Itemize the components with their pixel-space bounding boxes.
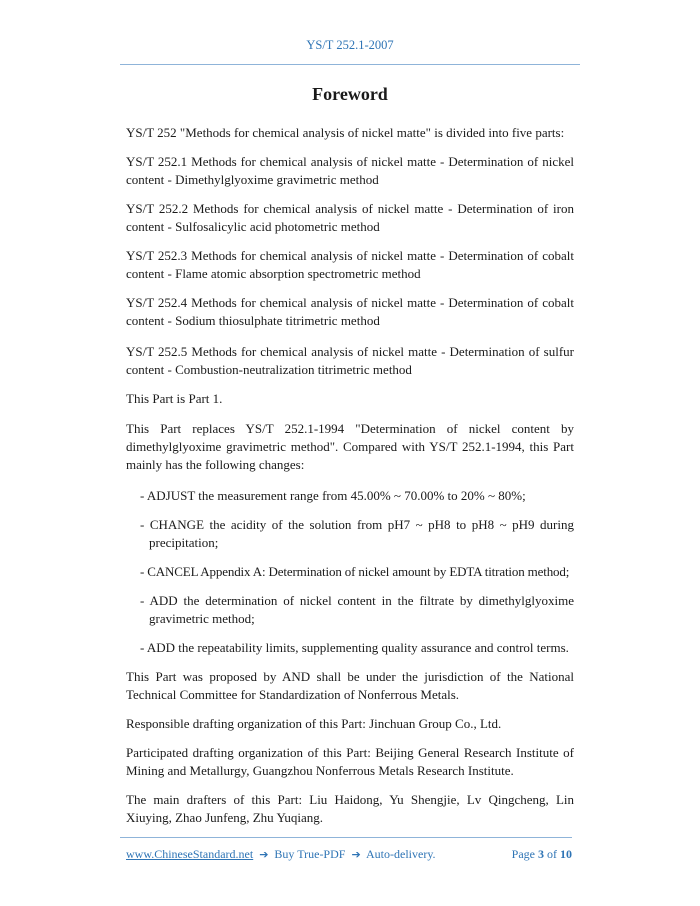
replaces-paragraph: This Part replaces YS/T 252.1-1994 "Determination of nickel content by dimethylglyoxime gravimetric method". Compared with YS/T 252.1-1994, this Part mainly has the following changes:: [126, 421, 574, 472]
page-current-number: 3: [538, 847, 544, 861]
page-title: Foreword: [312, 84, 388, 104]
change-item-change: - CHANGE the acidity of the solution from pH7 ~ pH8 to pH8 ~ pH9 during precipitation;: [140, 517, 574, 550]
arrow-right-icon: ➔: [351, 848, 361, 861]
page-of-label: of: [547, 847, 557, 861]
footer-promo: [126, 847, 436, 862]
site-link[interactable]: www.ChineseStandard.net: [126, 847, 254, 861]
part-5-paragraph: YS/T 252.5 Methods for chemical analysis of nickel matte - Determination of sulfur content - Combustion-neutralization titrimetric method: [126, 344, 574, 377]
part-2-paragraph: YS/T 252.2 Methods for chemical analysis of nickel matte - Determination of iron content - Sulfosalicylic acid photometric method: [126, 201, 574, 234]
page-total-number: 10: [560, 847, 572, 861]
change-item-cancel: - CANCEL Appendix A: Determination of nickel amount by EDTA titration method;: [140, 564, 570, 579]
page-label: Page: [511, 847, 535, 861]
footer-divider: [120, 837, 572, 838]
change-item-add-filtrate: - ADD the determination of nickel content in the filtrate by dimethylglyoxime gravimetric method;: [140, 593, 574, 626]
change-item-adjust: - ADJUST the measurement range from 45.00% ~ 70.00% to 20% ~ 80%;: [140, 488, 526, 503]
auto-delivery-text: Auto-delivery.: [366, 847, 436, 861]
participated-paragraph: Participated drafting organization of this Part: Beijing General Research Institute of Mining and Metallurgy, Guangzhou Nonferrous Metals Research Institute.: [126, 745, 574, 778]
drafters-paragraph: The main drafters of this Part: Liu Haidong, Yu Shengjie, Lv Qingcheng, Lin Xiuying, Zhao Junfeng, Zhu Yuqiang.: [126, 792, 574, 825]
part-1-paragraph: YS/T 252.1 Methods for chemical analysis of nickel matte - Determination of nickel content - Dimethylglyoxime gravimetric method: [126, 154, 574, 187]
intro-paragraph: YS/T 252 "Methods for chemical analysis of nickel matte" is divided into five parts:: [126, 125, 565, 140]
foreword-body: [126, 124, 574, 838]
change-item-add-limits: - ADD the repeatability limits, supplementing quality assurance and control terms.: [140, 640, 569, 655]
arrow-right-icon: ➔: [259, 848, 269, 861]
proposed-paragraph: This Part was proposed by AND shall be under the jurisdiction of the National Technical Committee for Standardization of Nonferrous Metals.: [126, 669, 574, 702]
buy-true-pdf-text: Buy True-PDF: [274, 847, 346, 861]
page-indicator: [512, 847, 572, 862]
part-3-paragraph: YS/T 252.3 Methods for chemical analysis of nickel matte - Determination of cobalt content - Flame atomic absorption spectrometric method: [126, 248, 574, 281]
responsible-paragraph: Responsible drafting organization of this Part: Jinchuan Group Co., Ltd.: [126, 716, 502, 731]
this-part-paragraph: This Part is Part 1.: [126, 391, 223, 406]
document-code-header: YS/T 252.1-2007: [306, 38, 394, 52]
header-divider: [120, 64, 580, 65]
part-4-paragraph: YS/T 252.4 Methods for chemical analysis of nickel matte - Determination of cobalt content - Sodium thiosulphate titrimetric method: [126, 295, 574, 328]
